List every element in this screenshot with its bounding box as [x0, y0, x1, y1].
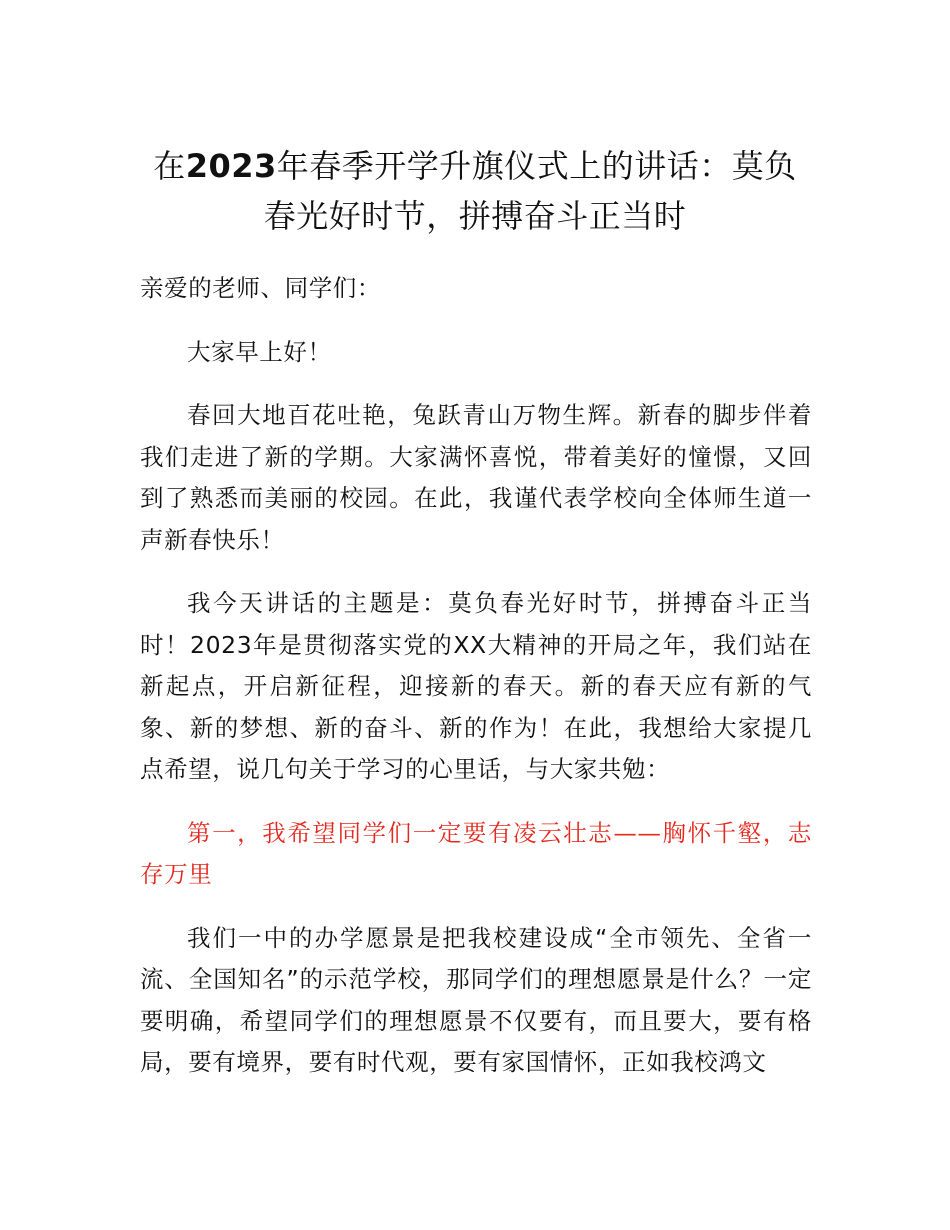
paragraph-2: 我今天讲话的主题是：莫负春光好时节，拼搏奋斗正当时！2023年是贯彻落实党的XX大精神的开局之年，我们站在新起点，开启新征程，迎接新的春天。新的春天应有新的气象、新的梦想、新的奋斗、新的作为！在此，我想给大家提几点希望，说几句关于学习的心里话，与大家共勉：	[140, 589, 812, 783]
document-body	[140, 268, 812, 1106]
section-heading-1: 第一，我希望同学们一定要有凌云壮志——胸怀千壑，志存万里	[140, 818, 812, 888]
title-year: 2023	[185, 147, 277, 185]
document-title	[140, 141, 810, 241]
title-rest: 年春季开学升旗仪式上的讲话：莫负春光好时节，拼搏奋斗正当时	[263, 147, 797, 235]
salutation: 亲爱的老师、同学们：	[140, 274, 381, 302]
paragraph-1: 春回大地百花吐艳，兔跃青山万物生辉。新春的脚步伴着我们走进了新的学期。大家满怀喜悦，带着美好的憧憬，又回到了熟悉而美丽的校园。在此，我谨代表学校向全体师生道一声新春快乐！	[140, 401, 812, 554]
title-prefix: 在	[153, 147, 186, 185]
paragraph-3: 我们一中的办学愿景是把我校建设成“全市领先、全省一流、全国知名”的示范学校，那同学们的理想愿景是什么？一定要明确，希望同学们的理想愿景不仅要有，而且要大，要有格局，要有境界，要有时代观，要有家国情怀，正如我校鸿文	[140, 923, 812, 1076]
greeting: 大家早上好！	[187, 337, 332, 366]
